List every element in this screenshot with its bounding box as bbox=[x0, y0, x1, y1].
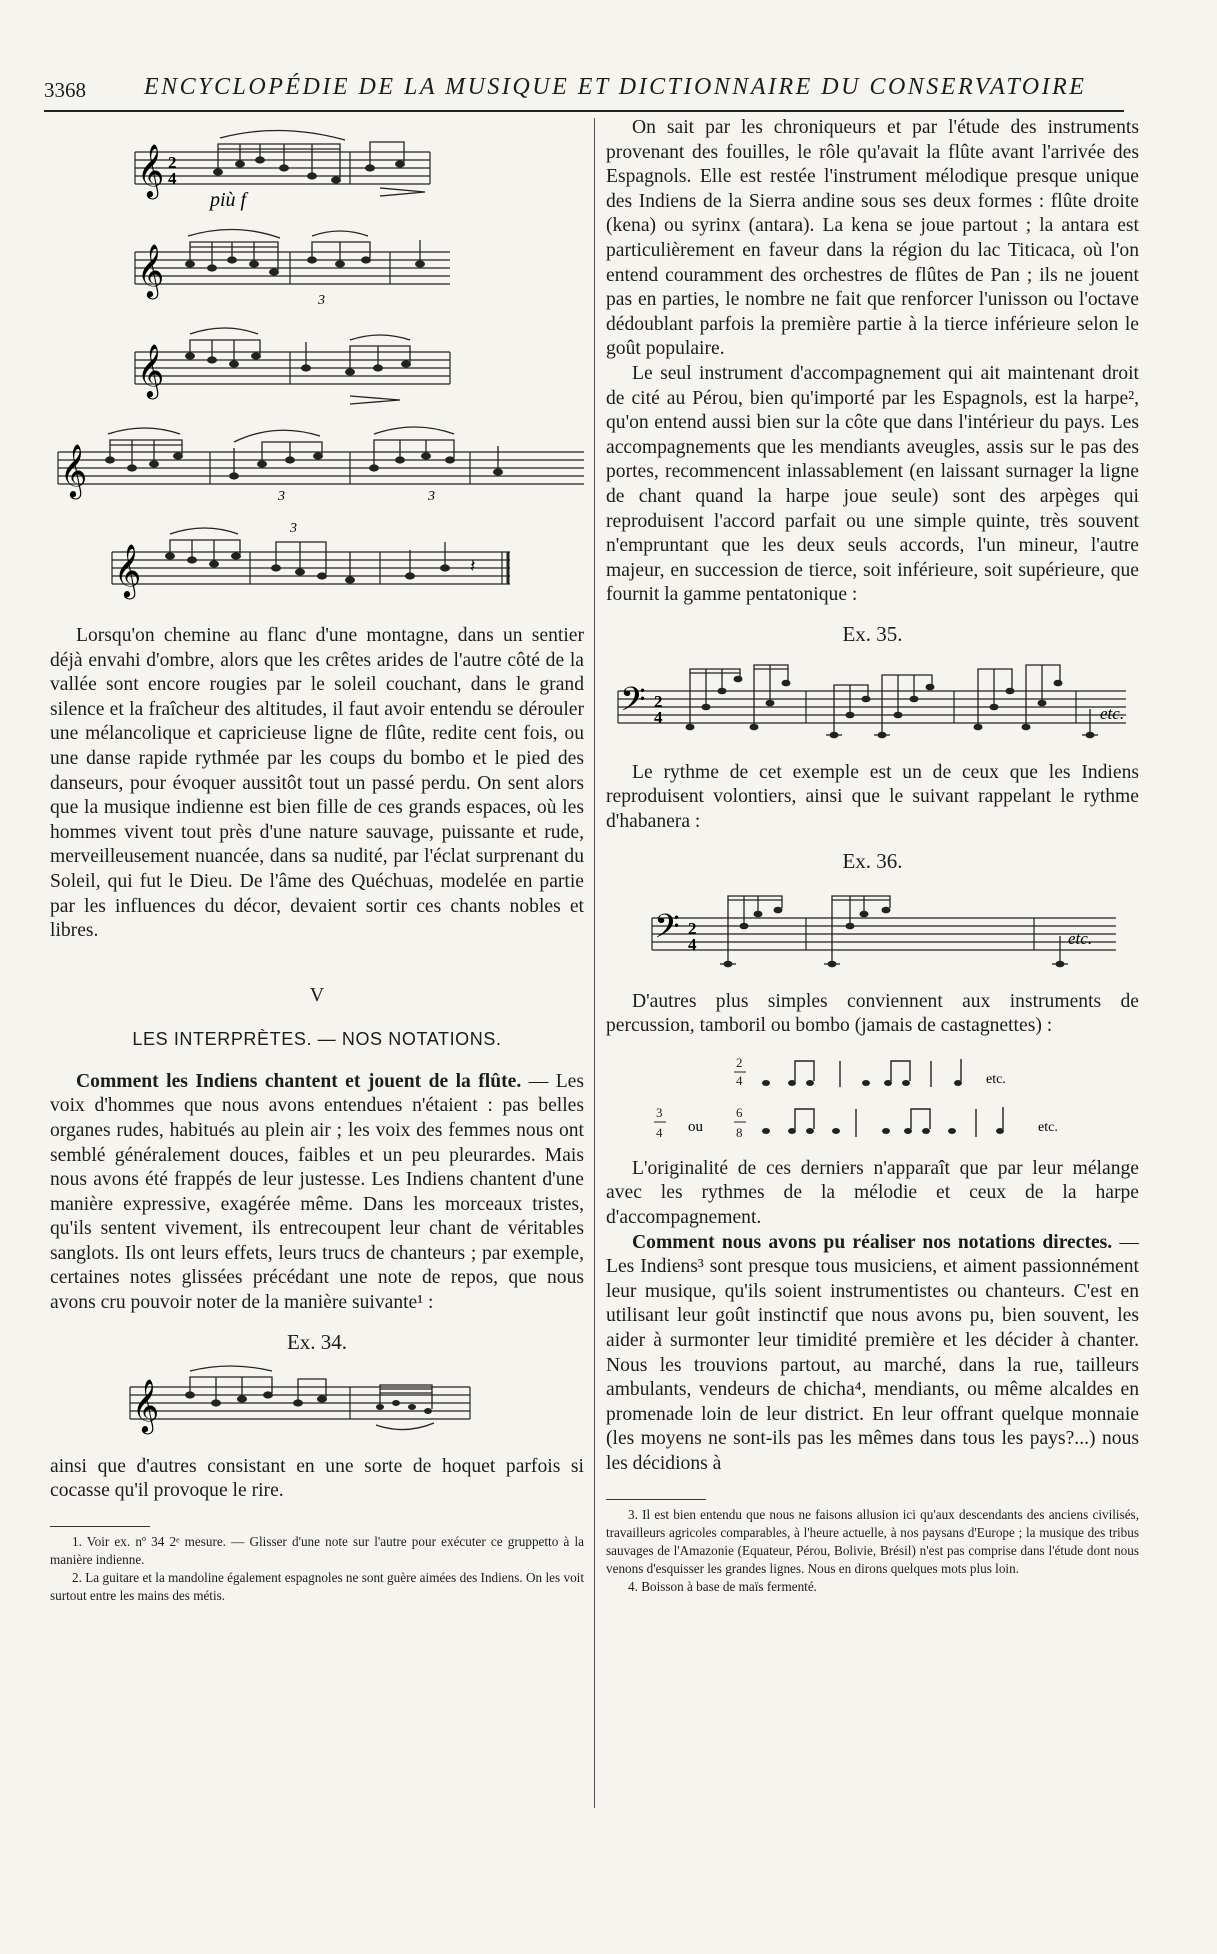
svg-text:𝄞: 𝄞 bbox=[137, 143, 165, 197]
footnote-3: 3. Il est bien entendu que nous ne faisons allusion ici qu'aux descendants des anciens civilisés, travailleurs agricoles comparables, à l'heure actuelle, à nos paysans d'Europe ; la musique des tribus sauvages de l'Amazonie (Equateur, Pérou, Bolivie, Brésil) n'est pas comprise dans l'étude dont nous venons d'esquisser les grandes lignes. Nous en dirons quelques mots plus loin. bbox=[606, 1506, 1139, 1576]
paragraph-rythme: Le rythme de cet exemple est un de ceux que les Indiens reproduisent volontiers, ainsi que le suivant rappelant le rythme d'habanera : bbox=[606, 761, 1139, 833]
example-34-label: Ex. 34. bbox=[286, 1329, 348, 1354]
svg-text:𝄞: 𝄞 bbox=[137, 343, 165, 397]
music-staff-ex36 bbox=[606, 882, 1139, 978]
svg-text:2: 2 bbox=[736, 1054, 743, 1070]
music-staff-5 bbox=[50, 512, 584, 612]
music-staff-2 bbox=[50, 212, 584, 312]
svg-text:4: 4 bbox=[736, 1072, 743, 1088]
svg-text:3: 3 bbox=[318, 293, 325, 308]
etc-label-36: etc. bbox=[1068, 928, 1093, 948]
paragraph-directes bbox=[606, 1231, 1139, 1477]
etc-label-rhythm-2: etc. bbox=[1038, 1119, 1058, 1135]
page-header bbox=[44, 74, 1124, 112]
svg-text:𝄞: 𝄞 bbox=[114, 543, 142, 597]
music-staff-3 bbox=[50, 312, 584, 412]
music-staff-1 bbox=[50, 116, 584, 212]
right-column bbox=[606, 116, 1139, 1596]
svg-text:4: 4 bbox=[656, 1124, 663, 1140]
footnote-1: 1. Voir ex. nº 34 2ᵉ mesure. — Glisser d'une note sur l'autre pour exécuter ce gruppetto à la manière indienne. bbox=[50, 1533, 584, 1567]
svg-text:𝄞: 𝄞 bbox=[137, 243, 165, 297]
svg-text:4: 4 bbox=[654, 707, 663, 727]
svg-text:2: 2 bbox=[688, 918, 697, 938]
section-number: V bbox=[309, 983, 325, 1006]
music-staff-ex35 bbox=[606, 655, 1139, 751]
rhythm-figures bbox=[626, 1047, 1106, 1147]
paragraph-comment-text: — Les voix d'hommes que nous avons entendues n'étaient : pas belles organes rudes, habitués au plein air ; les voix des femmes nous ont semblé généralement douces, faibles et un peu pleurardes. Mais nous avons été frappés de leur justesse. Les Indiens chantent d'une manière expressive, exagérée même. Dans les morceaux tristes, qu'ils sentent vivement, ils entrecoupent leur chant de véritables sanglots. Ils ont leurs effets, leurs trucs de chanteurs ; par exemple, certaines notes glissées précédant une note de repos, que nous avons cru pouvoir noter de la manière suivante¹ : bbox=[50, 1070, 584, 1314]
paragraph-heading-flute: Comment les Indiens chantent et jouent de la flûte. bbox=[76, 1070, 522, 1092]
left-column bbox=[50, 116, 584, 1605]
paragraph-comment-flute bbox=[50, 1070, 584, 1316]
example-36-label: Ex. 36. bbox=[842, 848, 903, 873]
svg-text:8: 8 bbox=[736, 1124, 743, 1140]
paragraph-percussion: D'autres plus simples conviennent aux instruments de percussion, tamboril ou bombo (jamais de castagnettes) : bbox=[606, 990, 1139, 1037]
paragraph-heading-directes: Comment nous avons pu réaliser nos notations directes. bbox=[632, 1231, 1113, 1253]
footnote-rule bbox=[50, 1526, 150, 1527]
etc-label-35: etc. bbox=[1100, 703, 1125, 723]
svg-text:2: 2 bbox=[654, 691, 663, 711]
page-number: 3368 bbox=[44, 78, 86, 102]
svg-text:6: 6 bbox=[736, 1104, 743, 1120]
paragraph-directes-text: — Les Indiens³ sont presque tous musiciens, et aiment passionnément leur musique, qu'ils soient instrumentistes ou chanteurs. C'est en utilisant leur goût instinctif que nous avons pu, bien souvent, les aider à surmonter leur timidité première et les décider à chanter. Nous les trouvions partout, au marché, dans la rue, tailleurs ambulants, vendeurs de chicha⁴, mendiants, ou même alcaldes en promenade loin de leur district. En leur offrant quelque monnaie (les moyens ne sont-ils pas les mêmes dans tous les pays?...) nous les décidions à bbox=[606, 1231, 1139, 1474]
etc-label-rhythm-1: etc. bbox=[986, 1071, 1006, 1087]
footnote-2: 2. La guitare et la mandoline également espagnoles ne sont guère aimées des Indiens. On les voit surtout entre les mains des métis. bbox=[50, 1569, 584, 1603]
music-staff-ex34 bbox=[50, 1363, 584, 1441]
svg-text:2: 2 bbox=[168, 153, 177, 172]
ou-label: ou bbox=[688, 1118, 703, 1135]
svg-text:𝄢: 𝄢 bbox=[654, 907, 680, 954]
svg-text:𝄞: 𝄞 bbox=[60, 443, 88, 497]
svg-text:3: 3 bbox=[428, 489, 435, 504]
running-title: ENCYCLOPÉDIE DE LA MUSIQUE ET DICTIONNAIRE DU CONSERVATOIRE bbox=[144, 74, 1087, 100]
svg-text:4: 4 bbox=[688, 934, 697, 954]
example-35-label: Ex. 35. bbox=[842, 621, 903, 646]
paragraph-hoquet: ainsi que d'autres consistant en une sorte de hoquet parfois si cocasse qu'il provoque le rire. bbox=[50, 1455, 584, 1502]
paragraph-originalite: L'originalité de ces derniers n'apparaît que par leur mélange avec les rythmes de la mélodie et ceux de la harpe d'accompagnement. bbox=[606, 1157, 1139, 1229]
footnote-4: 4. Boisson à base de maïs fermenté. bbox=[628, 1578, 817, 1594]
column-divider bbox=[594, 118, 595, 1808]
svg-text:𝄽: 𝄽 bbox=[470, 556, 476, 576]
svg-text:3: 3 bbox=[278, 489, 285, 504]
svg-text:3: 3 bbox=[290, 521, 297, 536]
dynamic-mark: più f bbox=[210, 189, 247, 211]
paragraph-chroniqueurs: On sait par les chroniqueurs et par l'étude des instruments provenant des fouilles, le rôle qu'avait la flûte avant l'arrivée des Espagnols. Elle est restée l'instrument mélodique presque unique des Indiens de la Sierra andine sous ses deux formes : flûte droite (kena) ou syrinx (antara). La kena se joue partout ; la antara est particulièrement en faveur dans la région du lac Titicaca, où l'on entend couramment des orchestres de flûtes de Pan ; ils ne jouent pas en parties, le nombre ne fait que renforcer l'unisson ou l'octave dédoublant parfois la première partie à la tierce inférieure selon le goût populaire. bbox=[606, 117, 1139, 360]
svg-text:𝄢: 𝄢 bbox=[620, 680, 646, 727]
music-staff-4 bbox=[50, 412, 584, 512]
paragraph-harpe: Le seul instrument d'accompagnement qui ait maintenant droit de cité au Pérou, bien qu'importé par les Espagnols, est la harpe², qu'on entend aussi bien sur la côte que dans l'intérieur du pays. Les accompagnements que les mendiants aveugles, assis sur le pas des portes, recommencent inlassablement (en laissant surnager la ligne de chant quand la harpe joue seule) sont des arpèges qui reproduisent l'accord parfait ou une simple quinte, très souvent n'empruntant que les deux seuls accords, l'un mineur, l'autre majeur, en succession de tierce, soit inférieure, soit supérieure, que fournit la gamme pentatonique : bbox=[606, 362, 1139, 606]
svg-text:4: 4 bbox=[168, 169, 177, 188]
paragraph-lorsque: Lorsqu'on chemine au flanc d'une montagne, dans un sentier déjà envahi d'ombre, alors que les crêtes arides de l'autre côté de la vallée sont encore rougies par le soleil couchant, dans le grand silence et la fraîcheur des altitudes, il faut avoir entendu se dérouler une mélancolique et capricieuse ligne de flûte, redite cent fois, ou une danse rapide rythmée par les coups du bombo et le pied des danseurs, pour évoquer aussitôt tout un passé perdu. On sent alors que la musique indienne est bien fille de ces grands espaces, où les hommes vivent tout près d'une nature sauvage, puissante et rude, merveilleusement nuancée, dans sa nudité, par l'éclat surprenant du Soleil, qui fut le Dieu. De l'âme des Quéchuas, modelée en partie par les influences du décor, devaient sortir ces chants nobles et libres. bbox=[50, 625, 584, 942]
svg-text:𝄞: 𝄞 bbox=[132, 1377, 160, 1432]
footnote-rule-right bbox=[606, 1499, 706, 1500]
svg-text:3: 3 bbox=[656, 1104, 663, 1120]
section-title: LES INTERPRÈTES. — NOS NOTATIONS. bbox=[132, 1028, 502, 1049]
